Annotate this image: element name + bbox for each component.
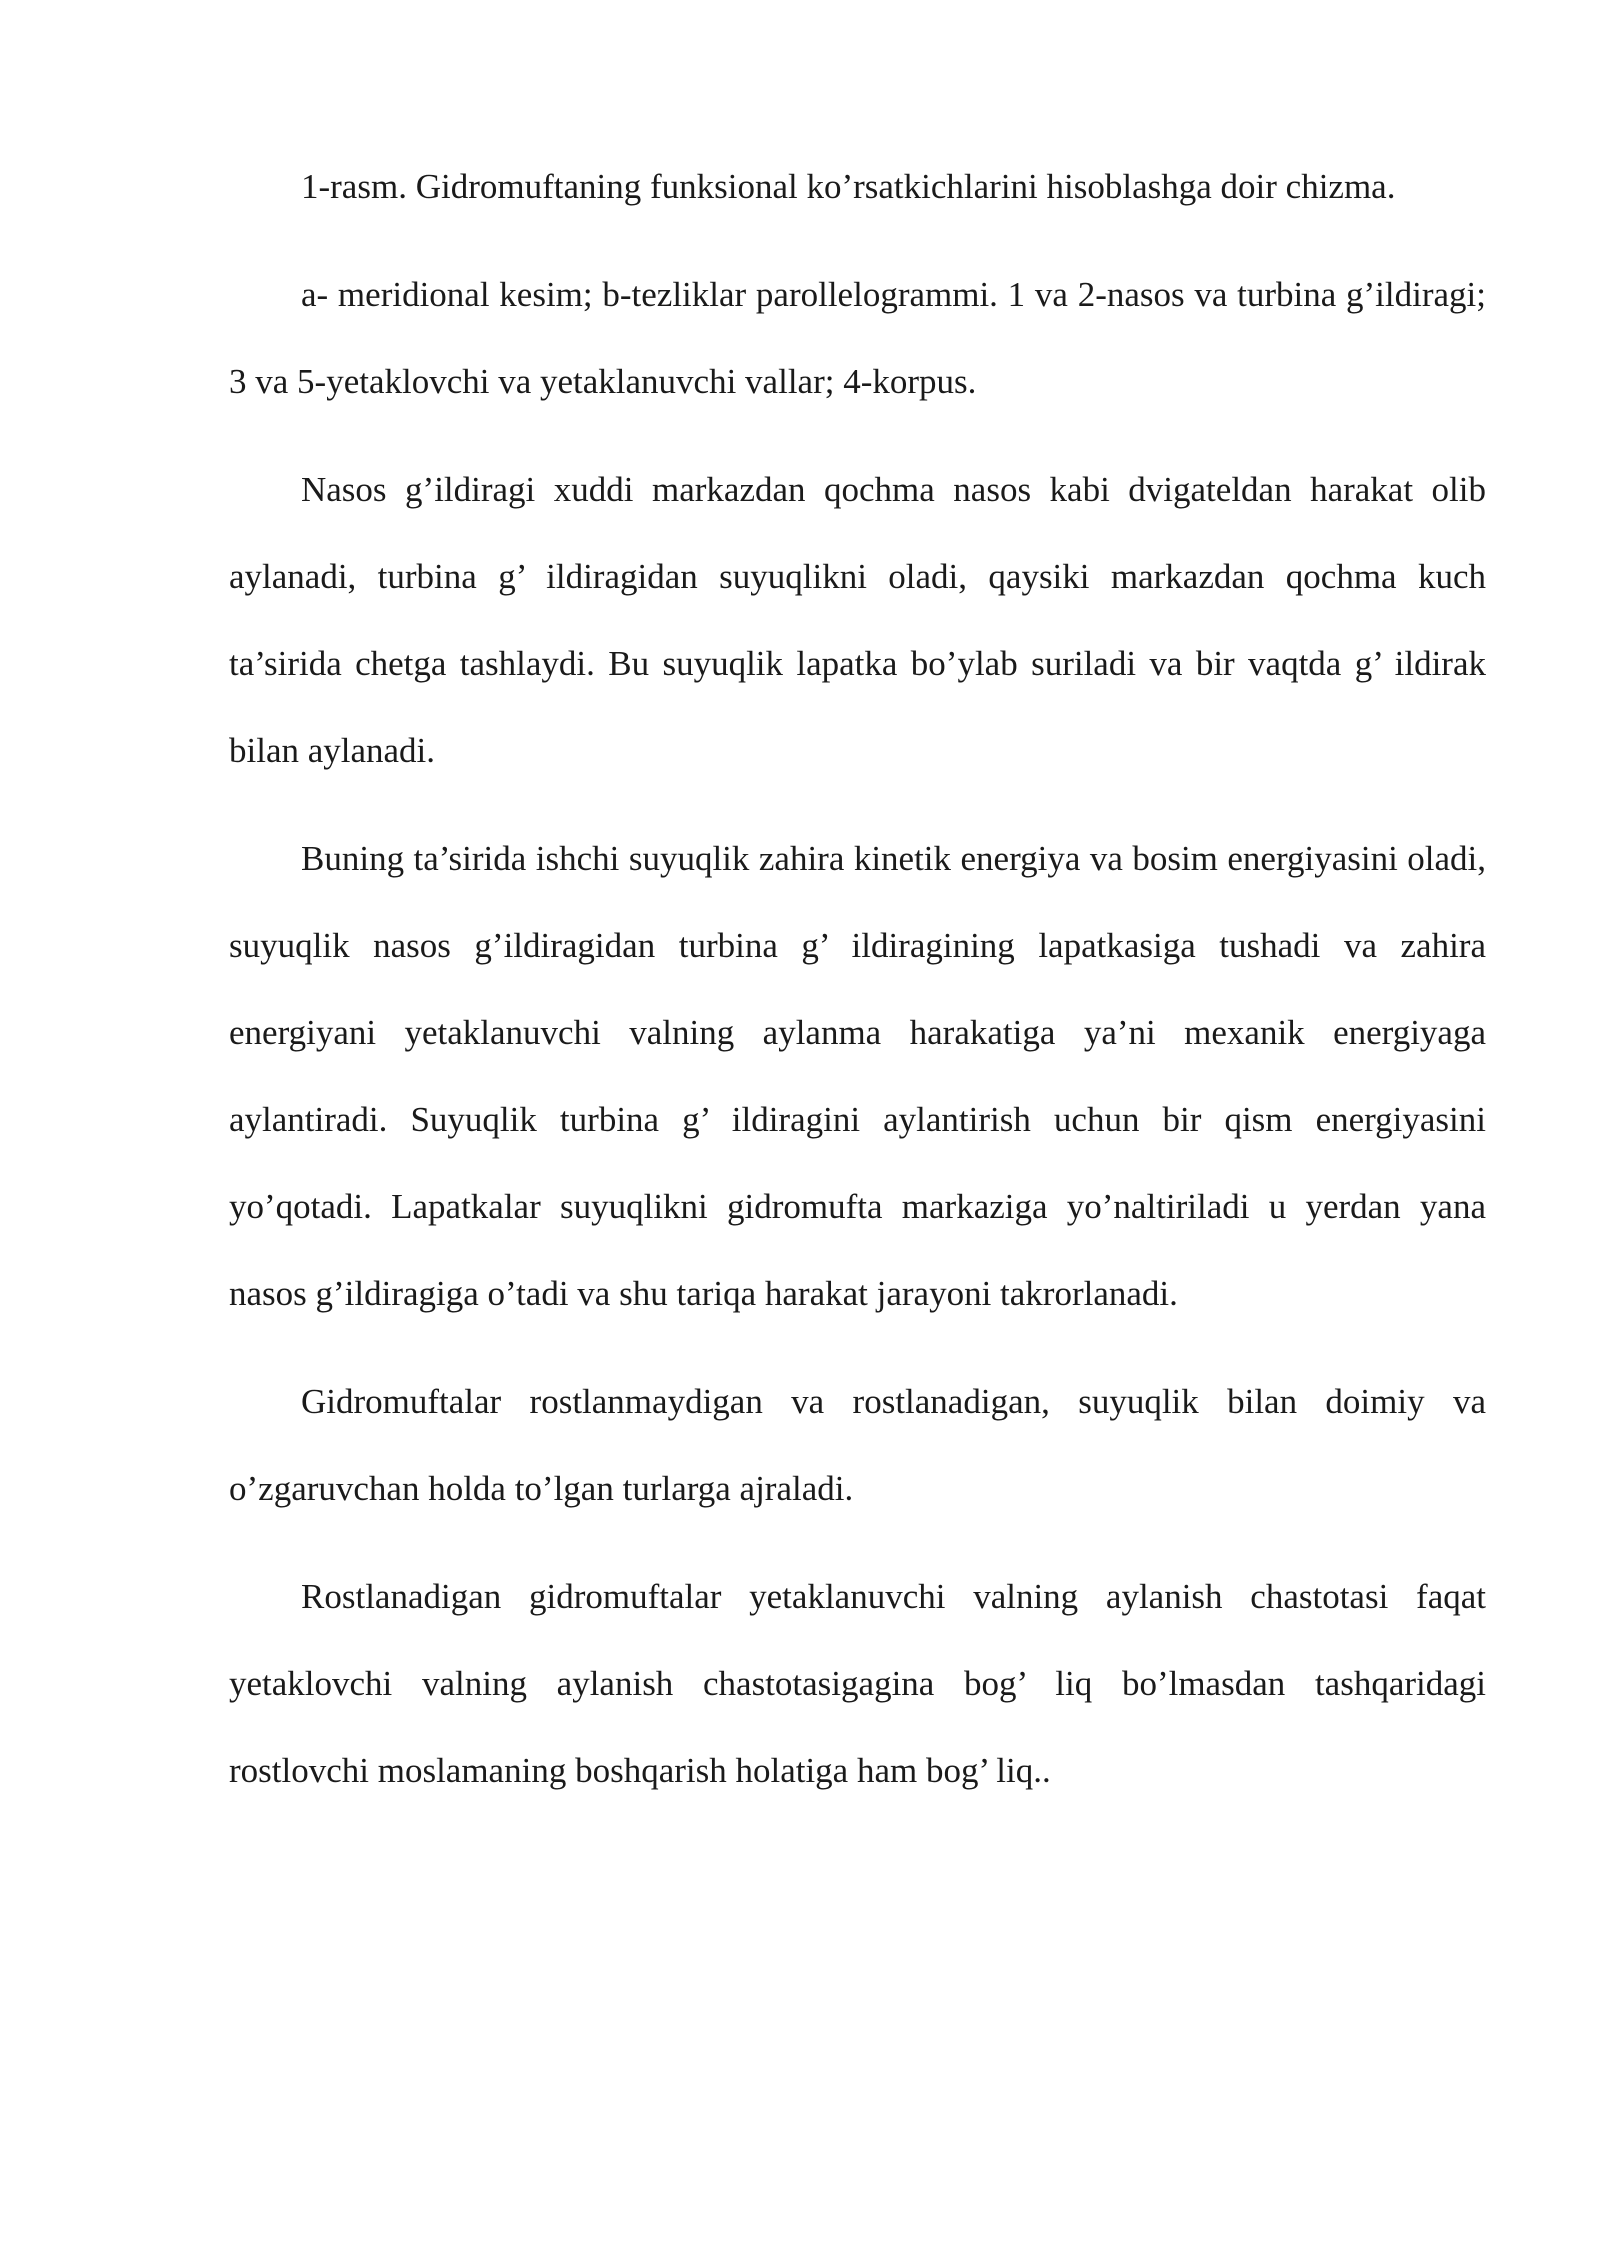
paragraph-adjustable-couplings: Rostlanadigan gidromuftalar yetaklanuvchi valning aylanish chastotasi faqat yetaklovchi valning aylanish chastotasigagina bog’ liq bo’lmasdan tashqaridagi rostlovchi moslamaning boshqarish holatiga ham bog’ liq..	[229, 1577, 1486, 1790]
figure-legend: a- meridional kesim; b-tezliklar parollelogrammi. 1 va 2-nasos va turbina g’ildiragi; 3 va 5-yetaklovchi va yetaklanuvchi vallar; 4-korpus.	[229, 275, 1486, 401]
paragraph-coupling-types: Gidromuftalar rostlanmaydigan va rostlanadigan, suyuqlik bilan doimiy va o’zgaruvchan holda to’lgan turlarga ajraladi.	[229, 1382, 1486, 1508]
paragraph-energy-transfer: Buning ta’sirida ishchi suyuqlik zahira kinetik energiya va bosim energiyasini oladi, suyuqlik nasos g’ildiragidan turbina g’ ildiragining lapatkasiga tushadi va zahira energiyani yetaklanuvchi valning aylanma harakatiga ya’ni mexanik energiyaga aylantiradi. Suyuqlik turbina g’ ildiragini aylantirish uchun bir qism energiyasini yo’qotadi. Lapatkalar suyuqlikni gidromufta markaziga yo’naltiriladi u yerdan yana nasos g’ildiragiga o’tadi va shu tariqa harakat jarayoni takrorlanadi.	[229, 839, 1486, 1313]
figure-caption: 1-rasm. Gidromuftaning funksional ko’rsatkichlarini hisoblashga doir chizma.	[301, 167, 1396, 206]
document-body	[229, 143, 1486, 1835]
paragraph-pump-wheel: Nasos g’ildiragi xuddi markazdan qochma nasos kabi dvigateldan harakat olib aylanadi, turbina g’ ildiragidan suyuqlikni oladi, qaysiki markazdan qochma kuch ta’sirida chetga tashlaydi. Bu suyuqlik lapatka bo’ylab suriladi va bir vaqtda g’ ildirak bilan aylanadi.	[229, 470, 1486, 770]
